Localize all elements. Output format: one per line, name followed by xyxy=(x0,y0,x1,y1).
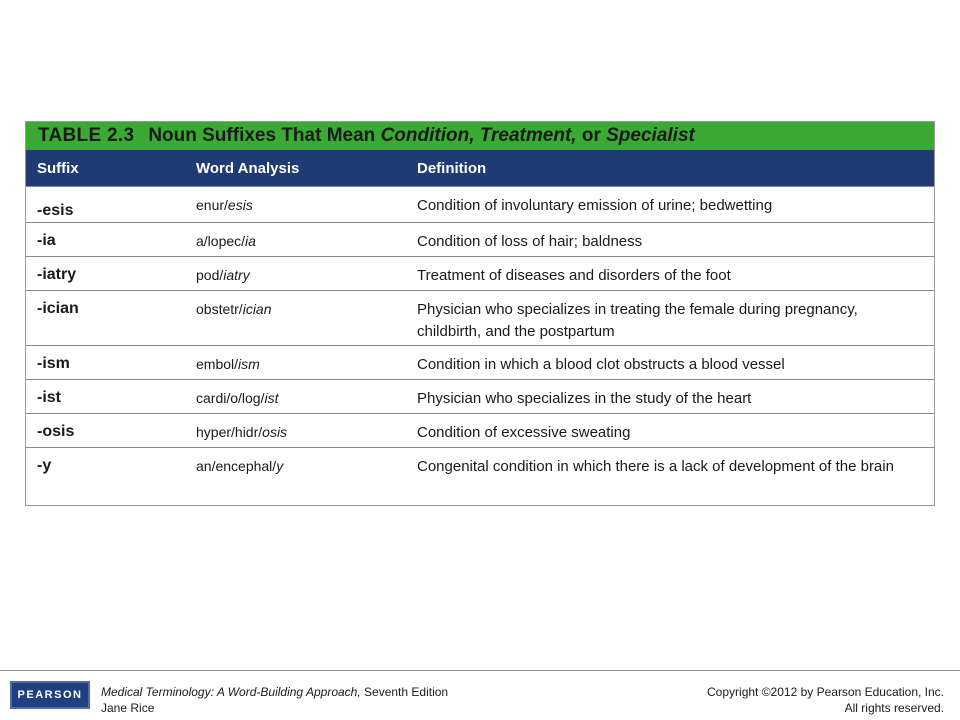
word-root: embol/ xyxy=(196,356,239,372)
table-title-bar xyxy=(26,122,934,150)
footer-book-line xyxy=(101,684,448,700)
table-row xyxy=(26,379,934,413)
footer-book-title: Medical Terminology: A Word-Building Approach, xyxy=(101,685,361,699)
table-title xyxy=(148,125,695,147)
word-analysis-cell xyxy=(196,195,417,215)
table-header-row xyxy=(26,150,934,186)
word-suffix: ia xyxy=(245,233,256,249)
word-suffix: iatry xyxy=(223,267,250,283)
word-root: an/encephal/ xyxy=(196,458,277,474)
word-root: a/lopec/ xyxy=(196,233,246,249)
word-analysis-cell xyxy=(196,388,417,408)
word-suffix: osis xyxy=(262,424,288,440)
word-root: pod/ xyxy=(196,267,224,283)
definition-cell: Physician who specializes in the study of the heart xyxy=(417,390,752,407)
table-row xyxy=(26,447,934,505)
table-title-or: or xyxy=(576,125,607,146)
word-root: cardi/o/log/ xyxy=(196,390,265,406)
definition-cell: Condition of involuntary emission of urine; bedwetting xyxy=(417,197,773,214)
definition-cell: Condition of excessive sweating xyxy=(417,424,631,441)
word-suffix: ician xyxy=(242,301,272,317)
word-suffix: y xyxy=(276,458,284,474)
suffix-cell: -ia xyxy=(37,232,56,249)
word-root: obstetr/ xyxy=(196,301,243,317)
table-title-term-treatment: Treatment, xyxy=(479,125,577,146)
footer-copyright-block xyxy=(707,684,944,716)
definition-cell: Congenital condition in which there is a lack of development of the brain xyxy=(417,458,894,475)
word-suffix: ism xyxy=(238,356,260,372)
word-suffix: esis xyxy=(227,197,253,213)
table-row xyxy=(26,290,934,345)
word-analysis-cell xyxy=(196,354,417,374)
table-row xyxy=(26,222,934,256)
suffix-cell: -iatry xyxy=(37,266,77,283)
footer-book-info xyxy=(101,684,448,716)
table-title-term-specialist: Specialist xyxy=(606,125,695,146)
suffix-cell: -ician xyxy=(37,300,79,317)
word-analysis-cell xyxy=(196,422,417,442)
word-root: hyper/hidr/ xyxy=(196,424,263,440)
suffix-table xyxy=(25,121,935,506)
header-word-analysis: Word Analysis xyxy=(196,159,300,177)
suffix-cell: -y xyxy=(37,457,52,474)
definition-cell: Condition in which a blood clot obstructs a blood vessel xyxy=(417,356,785,373)
table-row xyxy=(26,256,934,290)
header-definition: Definition xyxy=(417,159,487,177)
table-row xyxy=(26,413,934,447)
word-root: enur/ xyxy=(196,197,228,213)
word-analysis-cell xyxy=(196,456,417,476)
footer-author: Jane Rice xyxy=(101,701,155,715)
suffix-cell: -esis xyxy=(37,202,74,219)
suffix-cell: -ism xyxy=(37,355,70,372)
suffix-cell: -ist xyxy=(37,389,61,406)
table-row xyxy=(26,186,934,222)
definition-cell: Physician who specializes in treating the female during pregnancy, childbirth, and the postpartum xyxy=(417,301,858,340)
word-analysis-cell xyxy=(196,299,417,319)
table-row xyxy=(26,345,934,379)
table-title-term-condition: Condition, xyxy=(380,125,475,146)
footer-divider xyxy=(0,670,960,671)
definition-cell: Treatment of diseases and disorders of the foot xyxy=(417,267,731,284)
word-analysis-cell xyxy=(196,231,417,251)
word-suffix: ist xyxy=(264,390,279,406)
pearson-logo: PEARSON xyxy=(10,681,90,709)
table-title-text: Noun Suffixes That Mean xyxy=(148,125,381,146)
footer-rights: All rights reserved. xyxy=(844,701,944,715)
footer-copyright: Copyright ©2012 by Pearson Education, Inc. xyxy=(707,685,944,699)
suffix-cell: -osis xyxy=(37,423,75,440)
word-analysis-cell xyxy=(196,265,417,285)
definition-cell: Condition of loss of hair; baldness xyxy=(417,233,643,250)
table-number: TABLE 2.3 xyxy=(38,125,135,146)
header-suffix: Suffix xyxy=(37,159,79,177)
footer-edition: Seventh Edition xyxy=(360,685,449,699)
